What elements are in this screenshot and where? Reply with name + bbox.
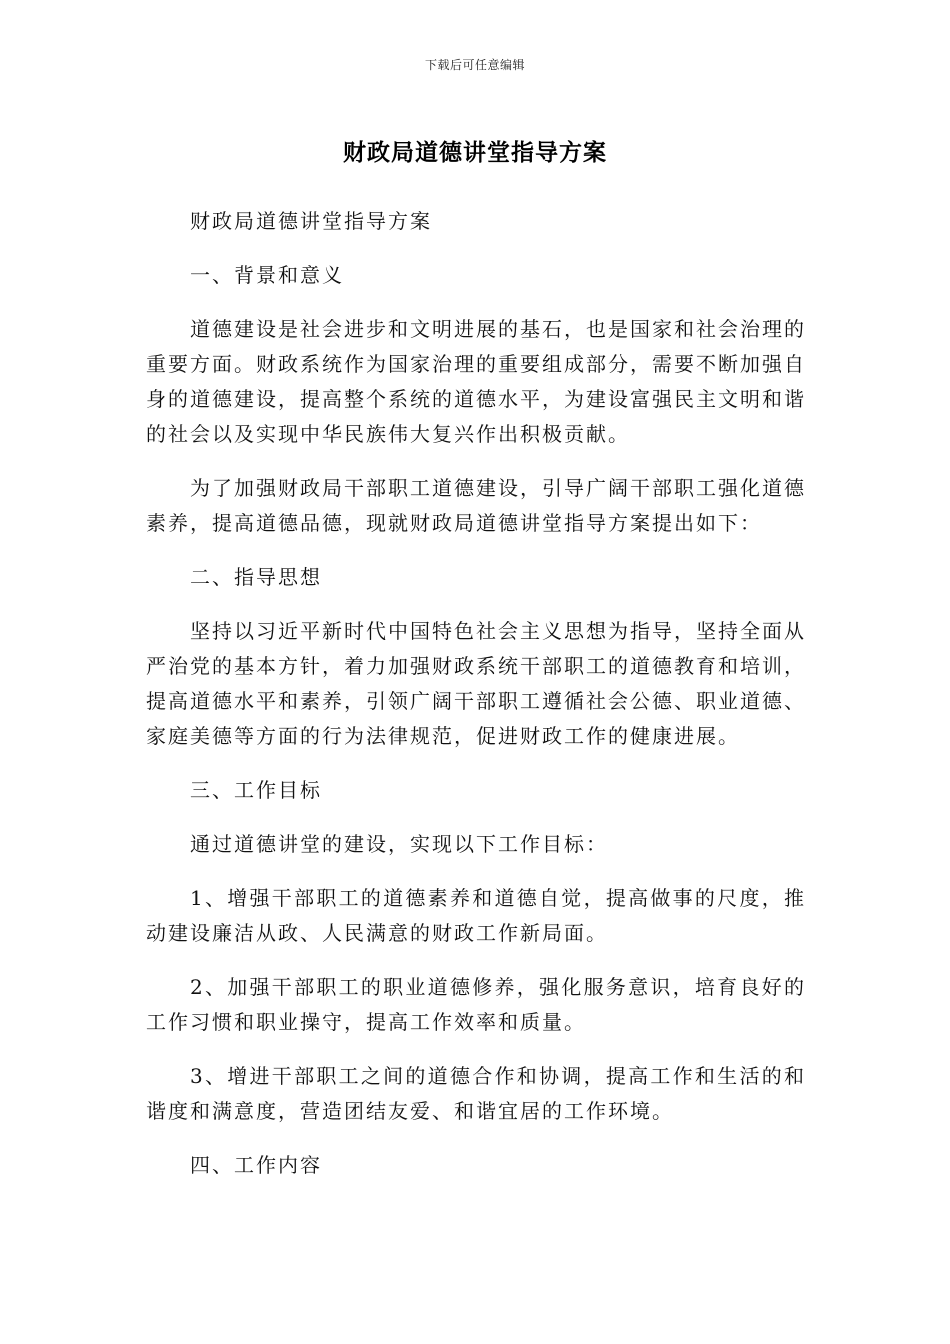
paragraph-guiding-ideology: 坚持以习近平新时代中国特色社会主义思想为指导，坚持全面从严治党的基本方针，着力加强财政系统干部职工的道德教育和培训，提高道德水平和素养，引领广阔干部职工遵循社会公德、职业道德、家庭美德等方面的行为法律规范，促进财政工作的健康进展。 xyxy=(146,619,806,748)
goal-item-3: 3、增进干部职工之间的道德合作和协调，提高工作和生活的和谐度和满意度，营造团结友爱、和谐宜居的工作环境。 xyxy=(146,1064,806,1123)
goal-item-1: 1、增强干部职工的道德素养和道德自觉，提高做事的尺度，推动建设廉洁从政、人民满意的财政工作新局面。 xyxy=(146,886,806,945)
section-heading-work-content: 四、工作内容 xyxy=(190,1153,322,1177)
section-heading-background: 一、背景和意义 xyxy=(190,263,344,287)
header-note: 下载后可任意编辑 xyxy=(424,58,525,72)
document-title: 财政局道德讲堂指导方案 xyxy=(343,140,607,166)
goal-item-2: 2、加强干部职工的职业道德修养，强化服务意识，培育良好的工作习惯和职业操守，提高工作效率和质量。 xyxy=(146,975,806,1034)
document-body xyxy=(146,204,806,1202)
paragraph-goals-intro: 通过道德讲堂的建设，实现以下工作目标： xyxy=(190,832,608,856)
section-heading-work-goals: 三、工作目标 xyxy=(190,778,322,802)
section-heading-guiding-ideology: 二、指导思想 xyxy=(190,565,322,589)
paragraph-background: 道德建设是社会进步和文明进展的基石，也是国家和社会治理的重要方面。财政系统作为国家治理的重要组成部分，需要不断加强自身的道德建设，提高整个系统的道德水平，为建设富强民主文明和谐的社会以及实现中华民族伟大复兴作出积极贡献。 xyxy=(146,317,806,446)
paragraph-subtitle: 财政局道德讲堂指导方案 xyxy=(190,209,432,233)
paragraph-purpose: 为了加强财政局干部职工道德建设，引导广阔干部职工强化道德素养，提高道德品德，现就财政局道德讲堂指导方案提出如下： xyxy=(146,476,806,535)
